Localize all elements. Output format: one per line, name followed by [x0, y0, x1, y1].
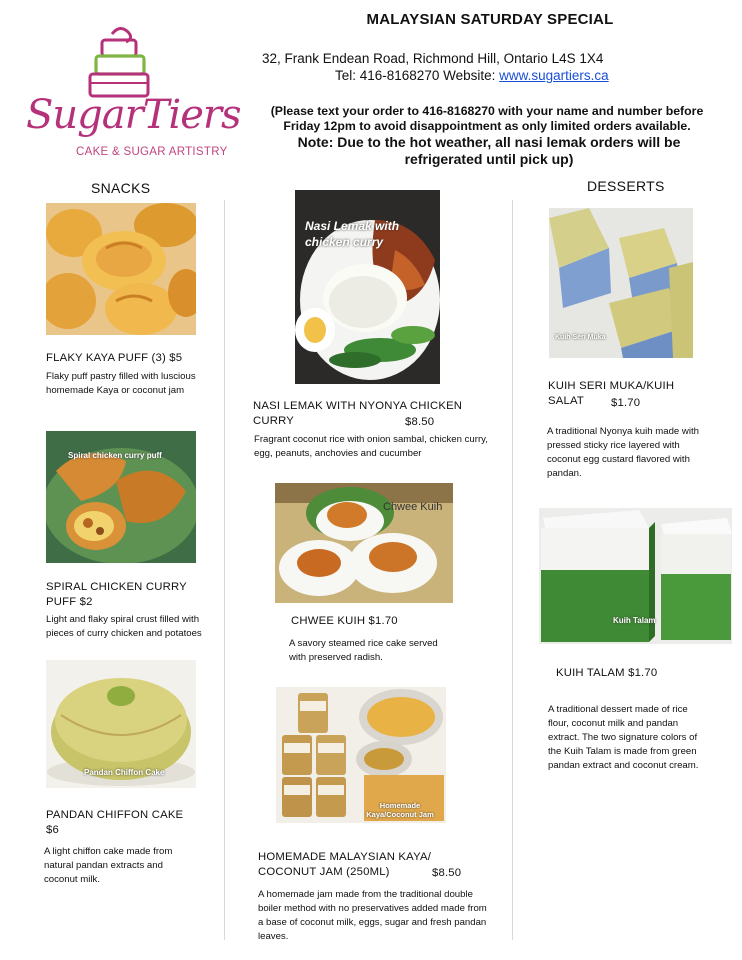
address: 32, Frank Endean Road, Richmond Hill, Ontario L4S 1X4 [262, 51, 604, 66]
page-title: MALAYSIAN SATURDAY SPECIAL [366, 11, 614, 28]
item-price-nasi-lemak: $8.50 [405, 416, 435, 428]
item-desc-chwee-kuih: A savory steamed rice cake served with preserved radish. [289, 638, 438, 663]
phone-text: Tel: 416-8168270 Website: [335, 68, 500, 83]
item-desc-seri-muka: A traditional Nyonya kuih made with pressed sticky rice layered with coconut egg custard flavored with pandan. [547, 426, 699, 479]
kaya-puff-photo [46, 203, 196, 335]
item-name-chiffon-cake: PANDAN CHIFFON CAKE $6 [46, 809, 184, 836]
photo-caption: Homemade Kaya/Coconut Jam [366, 801, 434, 819]
photo-caption: Kuih Seri Muka [555, 334, 606, 341]
photo-caption: Spiral chicken curry puff [68, 451, 162, 460]
item-price-kaya-jam: $8.50 [432, 867, 462, 879]
photo-caption: Chwee Kuih [383, 501, 443, 513]
item-price-seri-muka: $1.70 [611, 397, 641, 409]
chwee-kuih-photo [275, 483, 453, 603]
item-desc-kuih-talam: A traditional dessert made of rice flour, coconut milk and pandan extract. The two signature colors of the Kuih Talam is made from green pandan extract and coconut cream. [548, 704, 699, 771]
desserts-heading: DESSERTS [587, 178, 665, 194]
column-divider [224, 200, 225, 940]
brand-tagline: CAKE & SUGAR ARTISTRY [76, 146, 228, 158]
website-link[interactable]: www.sugartiers.ca [499, 68, 609, 83]
item-name-seri-muka: KUIH SERI MUKA/KUIH SALAT [548, 380, 675, 407]
nasi-lemak-photo [295, 190, 440, 384]
item-name-kaya-puff: FLAKY KAYA PUFF (3) $5 [46, 352, 183, 364]
item-name-nasi-lemak: NASI LEMAK WITH NYONYA CHICKEN CURRY [253, 400, 463, 427]
seri-muka-photo [549, 208, 693, 358]
snacks-heading: SNACKS [91, 180, 151, 196]
brand-name: SugarTiers [26, 92, 241, 138]
item-desc-nasi-lemak: Fragrant coconut rice with onion sambal, chicken curry, egg, peanuts, anchovies and cucumber [254, 434, 488, 459]
item-desc-curry-puff: Light and flaky spiral crust filled with pieces of curry chicken and potatoes [46, 614, 202, 639]
kaya-jam-photo [276, 687, 446, 823]
item-name-kuih-talam: KUIH TALAM $1.70 [556, 667, 658, 679]
item-desc-kaya-puff: Flaky puff pastry filled with luscious homemade Kaya or coconut jam [46, 371, 196, 396]
item-desc-kaya-jam: A homemade jam made from the traditional double boiler method with no preservatives added made from a base of coconut milk, eggs, sugar and fresh pandan leaves. [258, 889, 487, 942]
item-name-kaya-jam: HOMEMADE MALAYSIAN KAYA/ COCONUT JAM (250ML) [258, 851, 432, 878]
photo-caption: Nasi Lemak with chicken curry [305, 219, 400, 249]
photo-caption: Kuih Talam [613, 616, 656, 625]
photo-caption: Pandan Chiffon Cake [84, 768, 165, 777]
chiffon-cake-photo [46, 660, 196, 788]
item-name-chwee-kuih: CHWEE KUIH $1.70 [291, 615, 398, 627]
curry-puff-photo [46, 431, 196, 563]
item-desc-chiffon-cake: A light chiffon cake made from natural pandan extracts and coconut milk. [44, 846, 173, 885]
column-divider [512, 200, 513, 940]
order-note: (Please text your order to 416-8168270 with your name and number before Friday 12pm to avoid disappointment as only limited orders available. [270, 104, 704, 133]
kuih-talam-photo [539, 508, 732, 644]
weather-note: Note: Due to the hot weather, all nasi lemak orders will be refrigerated until pick up) [297, 134, 681, 167]
item-name-curry-puff: SPIRAL CHICKEN CURRY PUFF $2 [46, 581, 187, 608]
contact-line [335, 68, 609, 83]
